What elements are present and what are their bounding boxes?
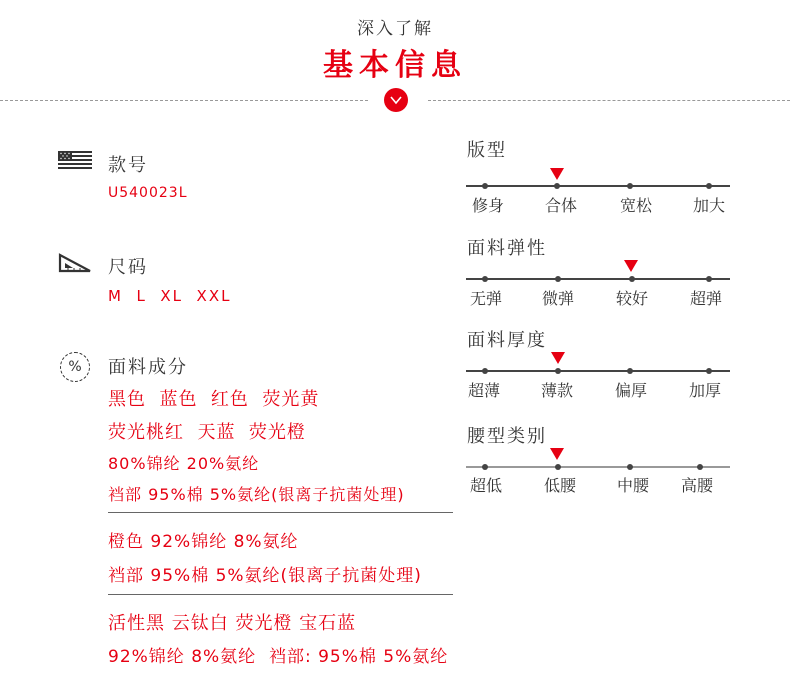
scale-line bbox=[466, 466, 730, 468]
scale-title-thickness: 面料厚度 bbox=[467, 330, 547, 351]
scale-line bbox=[466, 370, 730, 372]
scale-title-elasticity: 面料弹性 bbox=[467, 238, 547, 259]
composition-line: 80%锦纶 20%氨纶 bbox=[108, 454, 260, 473]
scale-tick: 偏厚 bbox=[614, 381, 647, 400]
composition-label: 面料成分 bbox=[108, 357, 188, 378]
scale-dot bbox=[706, 368, 712, 374]
scale-tick: 低腰 bbox=[543, 476, 576, 495]
scale-tick: 薄款 bbox=[540, 381, 573, 400]
scale-tick: 高腰 bbox=[680, 476, 713, 495]
scale-marker bbox=[550, 448, 564, 460]
scale-dot bbox=[697, 464, 703, 470]
scale-line bbox=[466, 278, 730, 280]
scale-dot bbox=[555, 368, 561, 374]
ruler-icon bbox=[58, 253, 92, 273]
composition-line: 裆部 95%棉 5%氨纶(银离子抗菌处理) bbox=[108, 485, 405, 504]
size-label: 尺码 bbox=[108, 257, 148, 278]
composition-line: 橙色 92%锦纶 8%氨纶 bbox=[108, 532, 299, 552]
style-no-label: 款号 bbox=[108, 155, 148, 176]
scale-dot bbox=[482, 464, 488, 470]
scale-dot bbox=[555, 464, 561, 470]
section-subtitle: 深入了解 bbox=[357, 19, 433, 39]
percent-icon: % bbox=[60, 352, 90, 382]
scale-tick: 无弹 bbox=[469, 289, 502, 308]
composition-divider bbox=[108, 512, 453, 513]
scale-tick: 加厚 bbox=[688, 381, 721, 400]
composition-line: 黑色 蓝色 红色 荧光黄 bbox=[108, 389, 320, 410]
composition-line: 裆部 95%棉 5%氨纶(银离子抗菌处理) bbox=[108, 566, 422, 586]
scale-dot bbox=[627, 464, 633, 470]
scale-dot bbox=[554, 183, 560, 189]
size-values: M L XL XXL bbox=[108, 287, 232, 305]
scale-line bbox=[466, 185, 730, 187]
scale-marker bbox=[551, 352, 565, 364]
scale-dot bbox=[482, 368, 488, 374]
scale-title-waist: 腰型类别 bbox=[467, 426, 547, 447]
scale-title-fit: 版型 bbox=[467, 140, 507, 161]
composition-line: 荧光桃红 天蓝 荧光橙 bbox=[108, 422, 306, 443]
scale-dot bbox=[555, 276, 561, 282]
divider-left bbox=[0, 100, 368, 101]
scale-dot bbox=[629, 276, 635, 282]
flag-icon bbox=[58, 151, 92, 171]
expand-badge[interactable] bbox=[384, 88, 408, 112]
composition-line: 活性黑 云钛白 荧光橙 宝石蓝 bbox=[108, 613, 357, 634]
scale-dot bbox=[706, 276, 712, 282]
chevron-down-icon bbox=[390, 95, 402, 105]
scale-tick: 加大 bbox=[692, 196, 725, 215]
section-title: 基本信息 bbox=[323, 48, 467, 83]
scale-dot bbox=[627, 183, 633, 189]
scale-dot bbox=[706, 183, 712, 189]
divider-right bbox=[428, 100, 790, 101]
scale-dot bbox=[482, 183, 488, 189]
scale-marker bbox=[550, 168, 564, 180]
scale-tick: 合体 bbox=[544, 196, 577, 215]
composition-line: 92%锦纶 8%氨纶 裆部: 95%棉 5%氨纶 bbox=[108, 647, 449, 667]
scale-marker bbox=[624, 260, 638, 272]
scale-tick: 超薄 bbox=[467, 381, 500, 400]
scale-tick: 超低 bbox=[469, 476, 502, 495]
composition-divider bbox=[108, 594, 453, 595]
scale-tick: 超弹 bbox=[689, 289, 722, 308]
scale-dot bbox=[627, 368, 633, 374]
scale-tick: 较好 bbox=[615, 289, 648, 308]
style-no-value: U540023L bbox=[108, 185, 188, 201]
scale-tick: 修身 bbox=[471, 196, 504, 215]
scale-tick: 宽松 bbox=[619, 196, 652, 215]
scale-tick: 微弹 bbox=[541, 289, 574, 308]
scale-tick: 中腰 bbox=[616, 476, 649, 495]
scale-dot bbox=[482, 276, 488, 282]
